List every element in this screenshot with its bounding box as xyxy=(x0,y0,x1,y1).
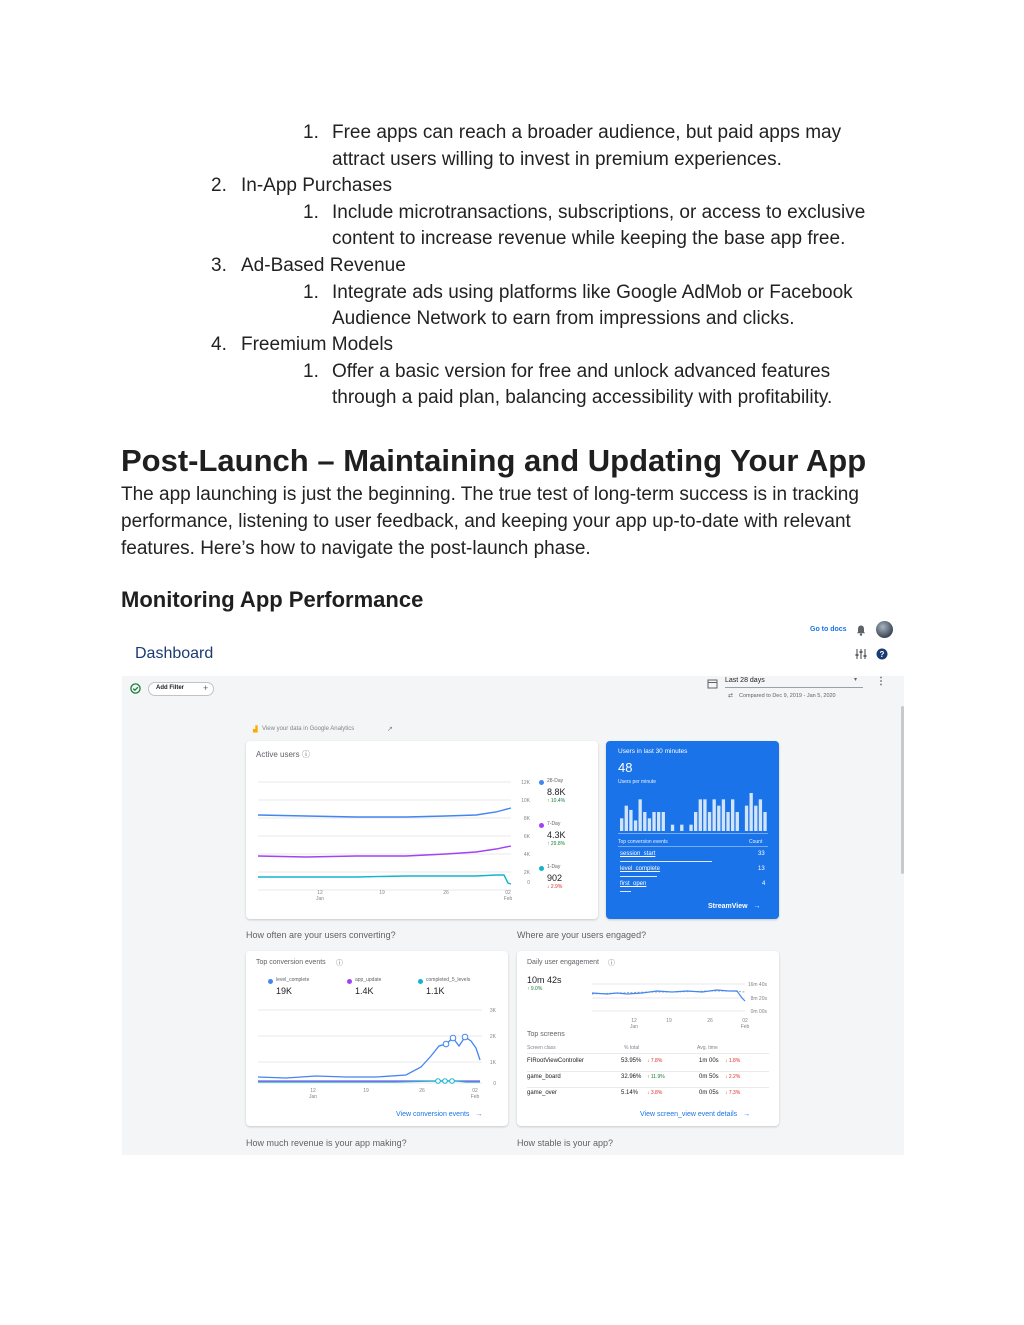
legend-change: ↑ 10.4% xyxy=(547,798,566,804)
legend-value: 1.4K xyxy=(355,986,374,996)
divider xyxy=(618,846,768,847)
date-range-select[interactable]: Last 28 days xyxy=(725,677,765,684)
conversion-events-title: Top conversion events xyxy=(256,959,326,966)
screen-pct: 5.14% xyxy=(621,1090,639,1096)
event-name: session_start xyxy=(620,851,656,857)
screen-name: FIRootViewController xyxy=(527,1058,584,1064)
bar xyxy=(703,799,706,831)
screen-pct-change: ↓ 3.8% xyxy=(647,1090,663,1096)
x-tick-label: Feb xyxy=(470,1094,480,1100)
add-filter-chip[interactable] xyxy=(148,682,214,696)
plus-icon: + xyxy=(203,683,209,693)
list-number: 2. xyxy=(211,175,227,196)
bar xyxy=(717,806,720,831)
tune-icon[interactable] xyxy=(855,648,867,660)
y-tick-label: 16m 40s xyxy=(747,982,767,988)
bar xyxy=(699,799,702,831)
users-per-minute-bars xyxy=(620,789,768,831)
event-share-bar xyxy=(620,861,712,862)
question-stable: How stable is your app? xyxy=(517,1138,614,1148)
table-row[interactable] xyxy=(527,1073,769,1087)
legend-dot xyxy=(539,866,544,871)
legend-dot xyxy=(539,823,544,828)
series-line-7day xyxy=(258,846,511,857)
bar xyxy=(625,806,628,831)
y-tick-label: 4K xyxy=(523,852,530,858)
x-tick-label: 12 xyxy=(317,890,323,896)
analytics-icon: ▟ xyxy=(253,727,258,733)
streamview-link[interactable] xyxy=(708,903,761,910)
dashboard-header xyxy=(122,618,904,676)
screen-pct-change: ↑ 11.9% xyxy=(647,1074,665,1080)
section-heading: Post-Launch – Maintaining and Updating Your App xyxy=(121,443,867,478)
question-engaged: Where are your users engaged? xyxy=(517,930,647,940)
bar xyxy=(671,825,674,831)
col-percent-total: % total xyxy=(624,1045,640,1051)
arrow-right-icon: → xyxy=(753,903,761,910)
compare-range: Compared to Dec 9, 2019 - Jan 5, 2020 xyxy=(739,693,836,699)
list-item xyxy=(211,253,406,279)
x-tick-label: 26 xyxy=(443,890,449,896)
bar xyxy=(629,810,632,831)
list-item xyxy=(303,359,831,385)
legend-value: 4.3K xyxy=(547,830,566,840)
realtime-count: 48 xyxy=(618,760,633,775)
y-tick-label: 2K xyxy=(489,1034,496,1040)
legend-change: ↓ 2.9% xyxy=(547,884,563,890)
compare-icon: ⇄ xyxy=(728,693,734,699)
y-tick-label: 10K xyxy=(521,798,530,804)
legend-label: completed_5_levels xyxy=(426,977,471,983)
bar xyxy=(726,812,729,831)
screen-time: 1m 00s xyxy=(699,1058,719,1064)
list-item xyxy=(303,120,842,146)
x-tick-label: Jan xyxy=(315,896,325,902)
bar xyxy=(708,812,711,831)
svg-text:?: ? xyxy=(879,650,885,659)
col-avg-time: Avg. time xyxy=(697,1045,718,1051)
bar xyxy=(657,812,660,831)
table-row[interactable] xyxy=(527,1089,769,1103)
table-row[interactable] xyxy=(527,1057,769,1071)
external-link-icon: ↗ xyxy=(387,726,393,733)
list-text: Include microtransactions, subscriptions, or access to exclusive xyxy=(332,202,866,223)
bar xyxy=(694,812,697,831)
bar xyxy=(731,799,734,831)
bar xyxy=(620,818,623,831)
divider xyxy=(527,1087,769,1088)
screen-time-change: ↓ 1.8% xyxy=(725,1058,741,1064)
series-line-1day xyxy=(258,875,511,884)
dashboard-screenshot xyxy=(122,618,904,1155)
view-conversion-events-link[interactable] xyxy=(396,1111,482,1118)
x-tick-label: 12 xyxy=(631,1018,637,1024)
list-item xyxy=(211,173,393,199)
add-filter-label: Add Filter xyxy=(156,685,184,691)
col-screen-class: Screen class xyxy=(527,1045,556,1051)
data-point xyxy=(443,1041,449,1047)
list-number: 1. xyxy=(303,122,319,143)
series-line-engagement xyxy=(592,990,745,1001)
list-text: Integrate ads using platforms like Google AdMob or Facebook xyxy=(332,282,853,303)
top-screens-heading: Top screens xyxy=(527,1031,565,1038)
realtime-subtitle: Users per minute xyxy=(618,779,657,785)
list-number: 4. xyxy=(211,334,227,355)
bar xyxy=(754,806,757,831)
list-item xyxy=(303,200,866,226)
x-tick-label: 02 xyxy=(742,1018,748,1024)
scrollbar-thumb[interactable] xyxy=(901,706,904,874)
legend-label: 1-Day xyxy=(547,864,561,870)
link-label: View screen_view event details xyxy=(640,1111,738,1118)
list-item xyxy=(211,332,394,358)
engagement-change: ↑ 9.0% xyxy=(527,986,543,992)
list-continuation: content to increase revenue while keeping the base app free. xyxy=(332,228,846,249)
data-point xyxy=(443,1079,448,1084)
y-tick-label: 1K xyxy=(489,1060,496,1066)
engagement-card xyxy=(517,951,779,1126)
x-tick-label: 19 xyxy=(379,890,385,896)
bar xyxy=(648,818,651,831)
y-tick-label: 0m 00s xyxy=(750,1009,767,1015)
event-count: 13 xyxy=(758,866,765,872)
bar xyxy=(680,825,683,831)
bar xyxy=(763,812,766,831)
event-share-bar xyxy=(620,876,657,877)
legend-value: 902 xyxy=(547,873,563,883)
streamview-label: StreamView xyxy=(708,903,748,910)
list-text: In-App Purchases xyxy=(241,175,393,196)
y-tick-label: 8m 20s xyxy=(750,996,767,1002)
legend-dot xyxy=(539,780,544,785)
legend-value: 19K xyxy=(276,986,293,996)
list-text: Ad-Based Revenue xyxy=(241,255,406,276)
active-users-card xyxy=(246,741,598,919)
divider xyxy=(527,1053,769,1054)
link-label: View conversion events xyxy=(396,1111,470,1118)
conversion-events-card xyxy=(246,951,508,1126)
arrow-right-icon: → xyxy=(475,1111,483,1118)
active-users-chart xyxy=(246,741,598,919)
bar xyxy=(759,799,762,831)
list-continuation: attract users willing to invest in premium experiences. xyxy=(332,149,782,170)
y-tick-label: 6K xyxy=(523,834,530,840)
x-tick-label: Jan xyxy=(629,1024,639,1030)
legend-label: app_update xyxy=(355,977,382,983)
shield-check-icon xyxy=(130,683,141,694)
screen-time: 0m 50s xyxy=(699,1074,719,1080)
bar xyxy=(722,799,725,831)
series-line-28day xyxy=(258,808,511,817)
list-continuation: through a paid plan, balancing accessibility with profitability. xyxy=(332,387,833,408)
list-number: 3. xyxy=(211,255,227,276)
legend-label: 28-Day xyxy=(547,778,564,784)
help-outline-icon: ⓘ xyxy=(302,750,310,759)
divider xyxy=(527,1071,769,1072)
list-text: Freemium Models xyxy=(241,334,394,355)
section-paragraph: The app launching is just the beginning. The true test of long-term success is in tracking performance, listening to user feedback, and keeping your app up-to-date with relevant features. Here’s how to navigate the post-launch phase. xyxy=(121,484,859,559)
x-tick-label: 02 xyxy=(472,1088,478,1094)
legend-value: 8.8K xyxy=(547,787,566,797)
data-point xyxy=(450,1079,455,1084)
list-item xyxy=(303,280,853,306)
bell-icon[interactable] xyxy=(855,624,867,636)
bar xyxy=(750,793,753,831)
calendar-icon[interactable] xyxy=(707,678,718,689)
legend-value: 1.1K xyxy=(426,986,445,996)
screen-pct: 32.96% xyxy=(621,1074,642,1080)
dropdown-arrow-icon[interactable]: ▾ xyxy=(854,677,858,683)
date-range-underline xyxy=(725,687,863,688)
y-tick-label: 3K xyxy=(489,1008,496,1014)
x-tick-label: 12 xyxy=(310,1088,316,1094)
x-tick-label: 02 xyxy=(505,890,511,896)
x-tick-label: 19 xyxy=(363,1088,369,1094)
event-count: 33 xyxy=(758,851,765,857)
event-share-bar xyxy=(620,891,631,892)
more-vert-icon[interactable]: ⋮ xyxy=(876,676,886,687)
bar xyxy=(639,799,642,831)
screen-name: game_board xyxy=(527,1074,561,1080)
realtime-col-count: Count xyxy=(749,839,763,845)
active-users-title: Active users xyxy=(256,750,300,759)
y-tick-label: 2K xyxy=(523,870,530,876)
data-point xyxy=(436,1079,441,1084)
divider xyxy=(618,833,768,834)
view-in-analytics-link[interactable]: View your data in Google Analytics xyxy=(262,726,355,732)
x-tick-label: 26 xyxy=(707,1018,713,1024)
help-outline-icon: ⓘ xyxy=(336,960,343,967)
engagement-title: Daily user engagement xyxy=(527,959,599,966)
engagement-value: 10m 42s xyxy=(527,975,562,985)
question-converting: How often are your users converting? xyxy=(246,930,396,940)
dashboard-title: Dashboard xyxy=(135,645,214,662)
realtime-card xyxy=(606,741,779,919)
y-tick-label: 12K xyxy=(521,780,530,786)
bar xyxy=(689,825,692,831)
x-tick-label: Feb xyxy=(503,896,513,902)
x-tick-label: Jan xyxy=(308,1094,318,1100)
bar xyxy=(652,812,655,831)
arrow-right-icon: → xyxy=(743,1111,751,1118)
question-revenue: How much revenue is your app making? xyxy=(246,1138,407,1148)
bar xyxy=(662,812,665,831)
subsection-heading: Monitoring App Performance xyxy=(121,587,424,612)
x-tick-label: 26 xyxy=(419,1088,425,1094)
bar xyxy=(643,812,646,831)
screen-pct: 53.95% xyxy=(621,1058,642,1064)
legend-change: ↑ 29.8% xyxy=(547,841,566,847)
legend-label: level_complete xyxy=(276,977,310,983)
x-tick-label: 19 xyxy=(666,1018,672,1024)
avatar[interactable] xyxy=(876,621,893,638)
event-name: first_open xyxy=(620,881,647,887)
bar xyxy=(736,812,739,831)
list-continuation: Audience Network to earn from impressions and clicks. xyxy=(332,308,795,329)
realtime-title: Users in last 30 minutes xyxy=(618,748,688,755)
list-number: 1. xyxy=(303,361,319,382)
list-text: Free apps can reach a broader audience, but paid apps may xyxy=(332,122,842,143)
x-tick-label: Feb xyxy=(740,1024,750,1030)
screen-time-change: ↓ 2.2% xyxy=(725,1074,741,1080)
bar xyxy=(713,799,716,831)
bar xyxy=(745,806,748,831)
legend-label: 7-Day xyxy=(547,821,561,827)
screen-time: 0m 05s xyxy=(699,1090,719,1096)
screen-name: game_over xyxy=(527,1090,558,1096)
y-tick-label: 0 xyxy=(527,880,530,886)
data-point xyxy=(450,1035,456,1041)
screen-pct-change: ↓ 7.8% xyxy=(647,1058,663,1064)
event-count: 4 xyxy=(762,881,766,887)
list-text: Offer a basic version for free and unlock advanced features xyxy=(332,361,831,382)
help-outline-icon: ⓘ xyxy=(608,960,615,967)
view-screen-view-details-link[interactable] xyxy=(640,1111,750,1118)
help-icon[interactable] xyxy=(876,648,888,660)
go-to-docs-link[interactable]: Go to docs xyxy=(810,626,847,633)
realtime-col-event: Top conversion events xyxy=(618,839,668,845)
list-number: 1. xyxy=(303,282,319,303)
y-tick-label: 0 xyxy=(493,1081,496,1087)
screen-time-change: ↓ 7.3% xyxy=(725,1090,741,1096)
y-tick-label: 8K xyxy=(523,816,530,822)
list-number: 1. xyxy=(303,202,319,223)
data-point xyxy=(462,1034,468,1040)
bar xyxy=(634,820,637,831)
event-name: level_complete xyxy=(620,866,661,872)
conversion-events-chart xyxy=(246,951,508,1126)
